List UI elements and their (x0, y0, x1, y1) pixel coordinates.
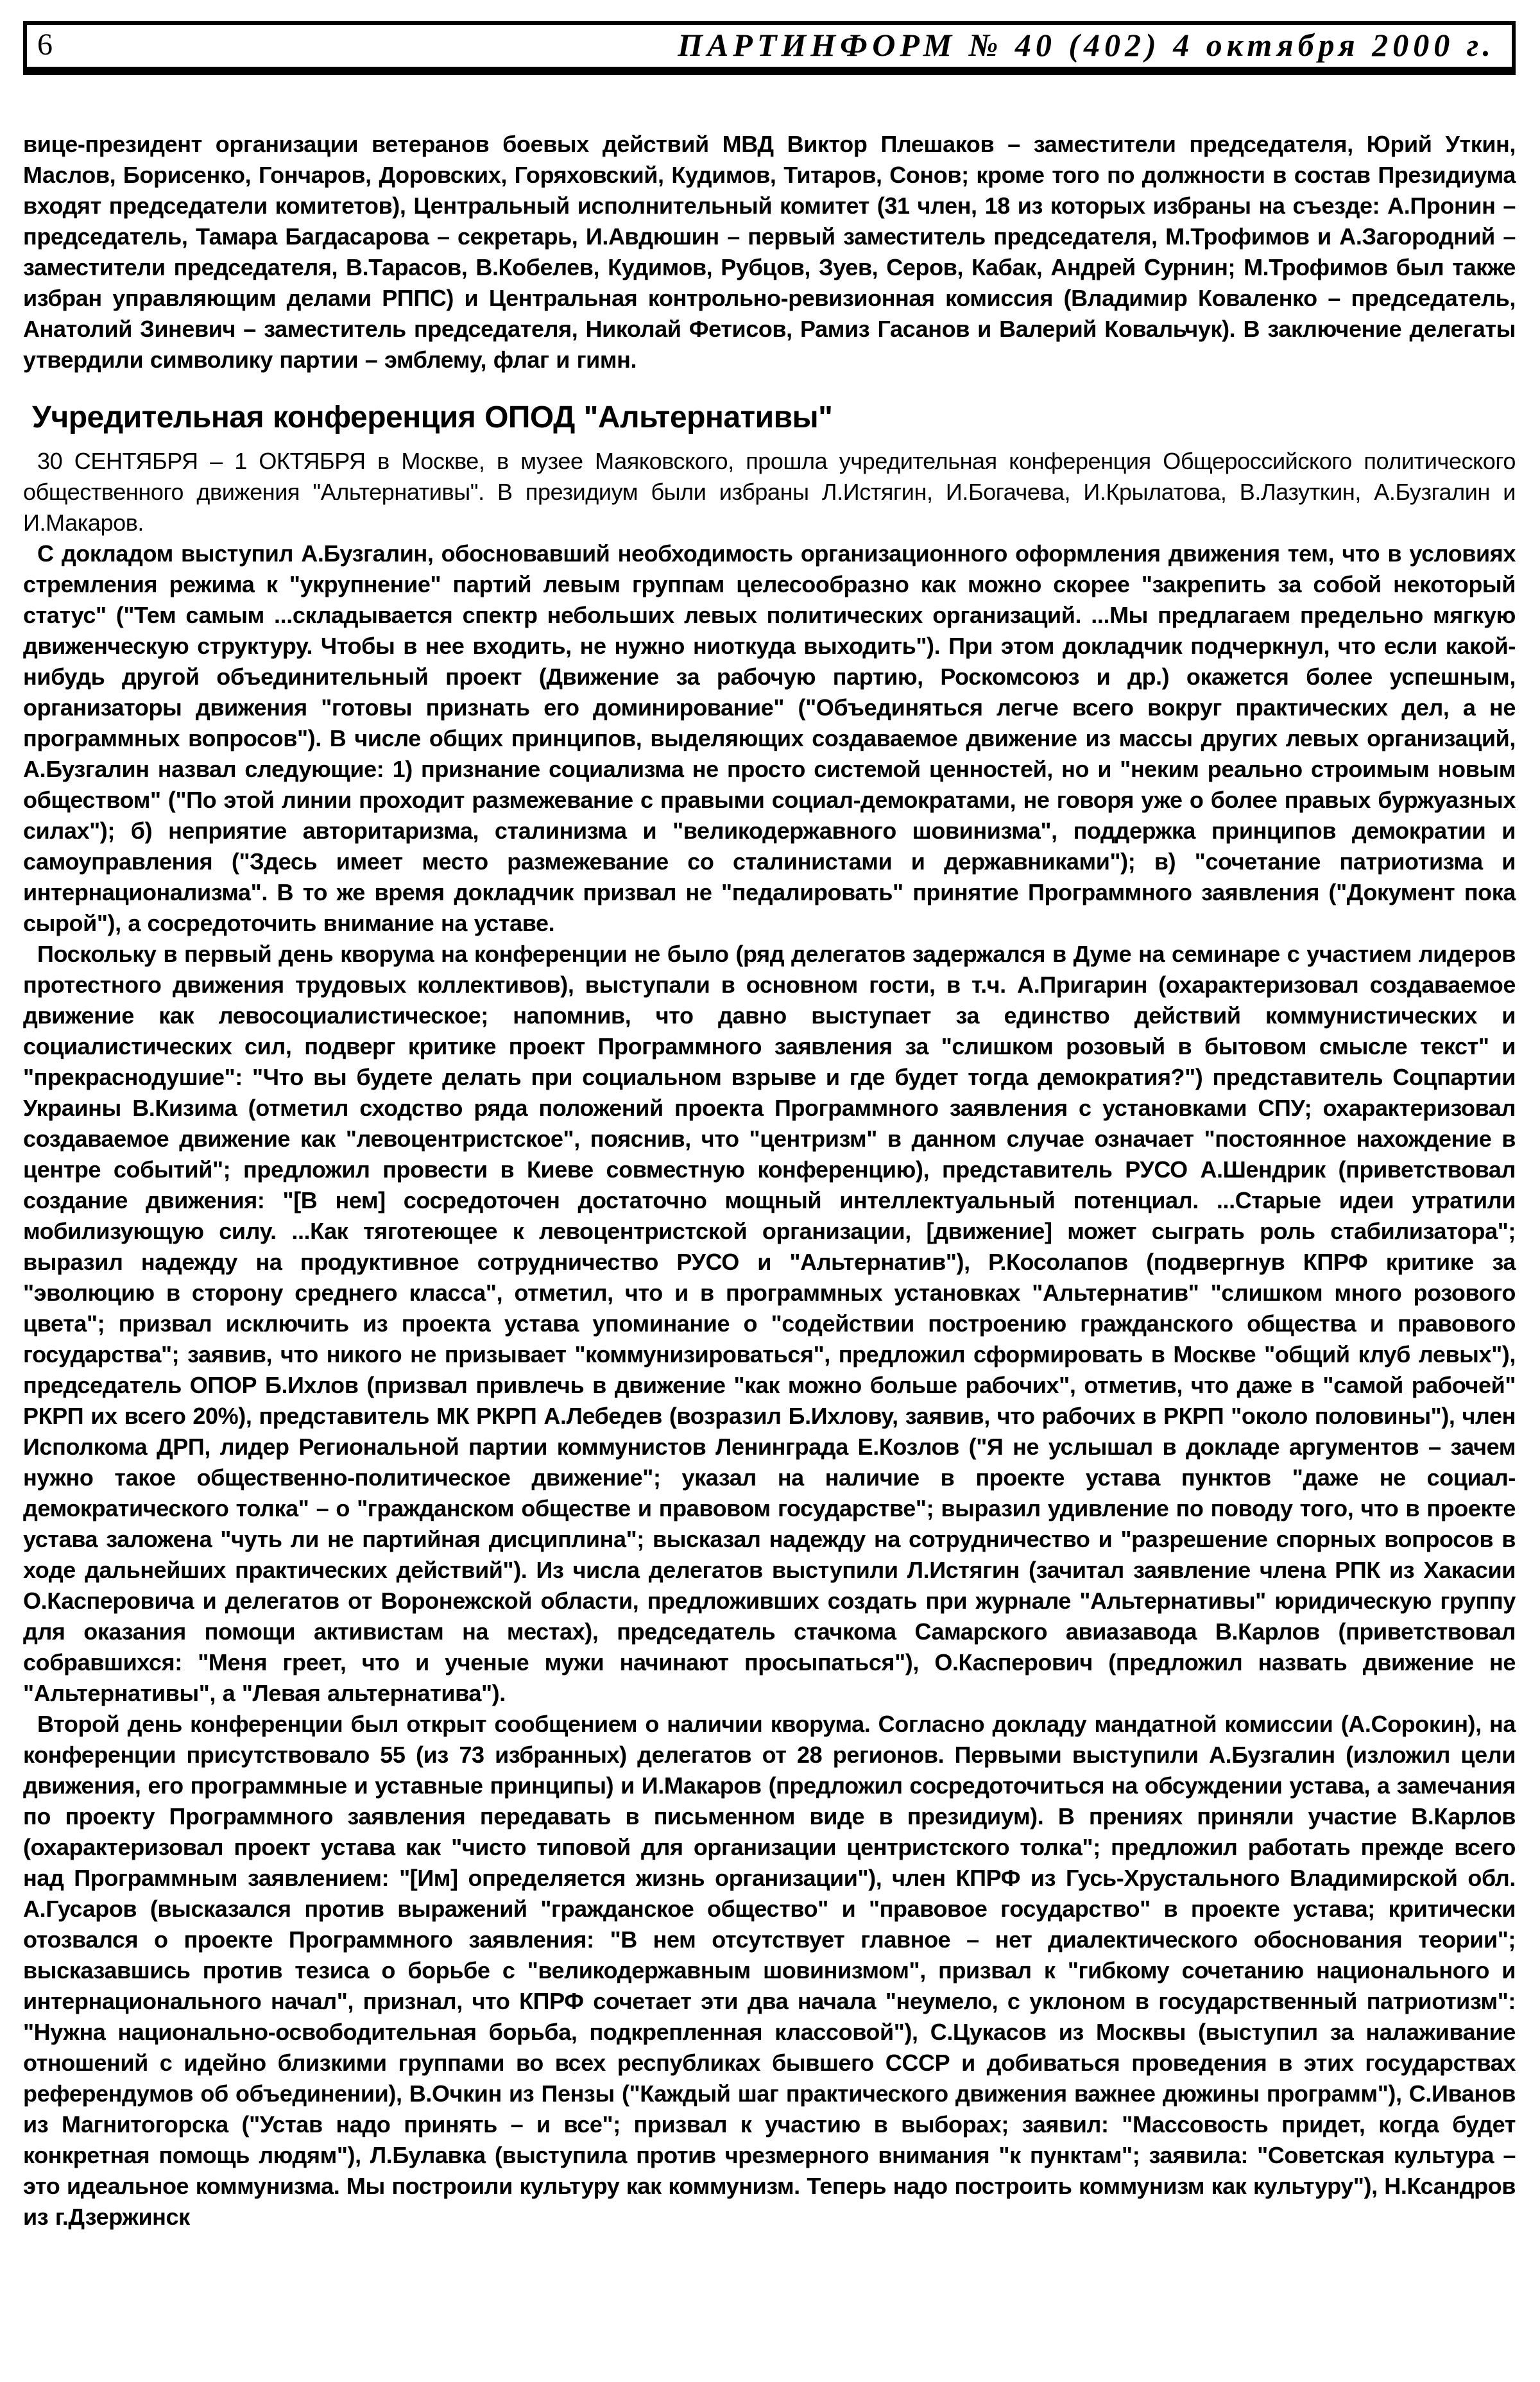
article-heading: Учредительная конференция ОПОД "Альтернативы" (32, 400, 833, 434)
intro-paragraph: 30 СЕНТЯБРЯ – 1 ОКТЯБРЯ в Москве, в музее Маяковского, прошла учредительная конференция Общероссийского политического общественного движения "Альтернативы". В президиум были избраны Л.Истягин, И.Богачева, И.Крылатова, В.Лазуткин, А.Бузгалин и И.Макаров. (23, 448, 1516, 536)
body-paragraph: Поскольку в первый день кворума на конференции не было (ряд делегатов задержался в Думе на семинаре с участием лидеров протестного движения трудовых коллективов), выступали в основном гости, в т.ч. А.Пригарин (охарактеризовал создаваемое движение как левосоциалистическое; напомнив, что давно выступает за единство действий коммунистических и социалистических сил, подверг критике проект Программного заявления за "слишком розовый в бытовом смысле текст" и "прекраснодушие": "Что вы будете делать при социальном взрыве и где будет тогда демократия?") представитель Соцпартии Украины В.Кизима (отметил сходство ряда положений проекта Программного заявления с установками СПУ; охарактеризовал создаваемое движение как "левоцентристское", пояснив, что "центризм" в данном случае означает "постоянное нахождение в центре событий"; предложил провести в Киеве совместную конференцию), представитель РУСО А.Шендрик (приветствовал создание движения: "[В нем] сосредоточен достаточно мощный интеллектуальный потенциал. ...Старые идеи утратили мобилизующую силу. ...Как тяготеющее к левоцентристской организации, [движение] может сыграть роль стабилизатора"; выразил надежду на продуктивное сотрудничество РУСО и "Альтернатив"), Р.Косолапов (подвергнув КПРФ критике за "эволюцию в сторону среднего класса", отметил, что и в программных установках "Альтернатив" "слишком много розового цвета"; призвал исключить из проекта устава упоминание о "содействии построению гражданского общества и правового государства"; заявив, что никого не призывает "коммунизироваться", предложил сформировать в Москве "общий клуб левых"), председатель ОПОР Б.Ихлов (призвал привлечь в движение "как можно больше рабочих", отметив, что даже в "самой рабочей" РКРП их всего 20%), представитель МК РКРП А.Лебедев (возразил Б.Ихлову, заявив, что рабочих в РКРП "около половины"), член Исполкома ДРП, лидер Региональной партии коммунистов Ленинграда Е.Козлов ("Я не услышал в докладе аргументов – зачем нужно такое общественно-политическое движение"; указал на наличие в проекте устава пунктов "даже не социал-демократического толка" – о "гражданском обществе и правовом государстве"; выразил удивление по поводу того, что в проекте устава заложена "чуть ли не партийная дисциплина"; высказал надежду на сотрудничество и "разрешение спорных вопросов в ходе дальнейших практических действий"). Из числа делегатов выступили Л.Истягин (зачитал заявление члена РПК из Хакасии О.Касперовича и делегатов от Воронежской области, предложивших создать при журнале "Альтернативы" юридическую группу для оказания помощи активистам на местах), председатель стачкома Самарского авиазавода В.Карлов (приветствовал собравшихся: "Меня греет, что и ученые мужи начинают просыпаться"), О.Касперович (предложил назвать движение не "Альтернативы", а "Левая альтернатива"). (23, 941, 1516, 1706)
article-body (23, 129, 1516, 2232)
body-paragraph: Второй день конференции был открыт сообщением о наличии кворума. Согласно докладу мандатной комиссии (А.Сорокин), на конференции присутствовало 55 (из 73 избранных) делегатов от 28 регионов. Первыми выступили А.Бузгалин (изложил цели движения, его программные и уставные принципы) и И.Макаров (предложил сосредоточиться на обсуждении устава, а замечания по проекту Программного заявления передавать в письменном виде в президиум). В прениях приняли участие В.Карлов (охарактеризовал проект устава как "чисто типовой для организации центристского толка"; предложил работать прежде всего над Программным заявлением: "[Им] определяется жизнь организации"), член КПРФ из Гусь-Хрустального Владимирской обл. А.Гусаров (высказался против выражений "гражданское общество" и "правовое государство" в проекте устава; критически отозвался о проекте Программного заявления: "В нем отсутствует главное – нет диалектического обоснования теории"; высказавшись против тезиса о борьбе с "великодержавным шовинизмом", призвал к "гибкому сочетанию национального и интернационального начал", признал, что КПРФ сочетает эти два начала "неумело, с уклоном в государственный патриотизм": "Нужна национально-освободительная борьба, подкрепленная классовой"), С.Цукасов из Москвы (выступил за налаживание отношений с идейно близкими группами во всех республиках бывшего СССР и добиваться проведения в этих государствах референдумов об объединении), В.Очкин из Пензы ("Каждый шаг практического движения важнее дюжины программ"), С.Иванов из Магнитогорска ("Устав надо принять – и все"; призвал к участию в выборах; заявил: "Массовость придет, когда будет конкретная помощь людям"), Л.Булавка (выступила против чрезмерного внимания "к пунктам"; заявила: "Советская культура – это идеальное коммунизма. Мы построили культуру как коммунизм. Теперь надо построить коммунизм как культуру"), Н.Ксандров из г.Дзержинск (23, 1711, 1516, 2230)
masthead-title: ПАРТИНФОРМ № 40 (402) 4 октября 2000 г. (678, 26, 1495, 63)
page-number: 6 (37, 27, 53, 62)
body-paragraph: С докладом выступил А.Бузгалин, обосновавший необходимость организационного оформления движения тем, что в условиях стремления режима к "укрупнение" партий левым группам целесообразно как можно скорее "закрепить за собой некоторый статус" ("Тем самым ...складывается спектр небольших левых политических организаций. ...Мы предлагаем предельно мягкую движенческую структуру. Чтобы в нее входить, не нужно ниоткуда выходить"). При этом докладчик подчеркнул, что если какой-нибудь другой объединительный проект (Движение за рабочую партию, Роскомсоюз и др.) окажется более успешным, организаторы движения "готовы признать его доминирование" ("Объединяться легче всего вокруг практических дел, а не программных вопросов"). В числе общих принципов, выделяющих создаваемое движение из массы других левых организаций, А.Бузгалин назвал следующие: 1) признание социализма не просто системой ценностей, но и "неким реально строимым новым обществом" ("По этой линии проходит размежевание с правыми социал-демократами, не говоря уже о более правых буржуазных силах"); б) неприятие авторитаризма, сталинизма и "великодержавного шовинизма", поддержка принципов демократии и самоуправления ("Здесь имеет место размежевание со сталинистами и державниками"); в) "сочетание патриотизма и интернационализма". В то же время докладчик призвал не "педалировать" принятие Программного заявления ("Документ пока сырой"), а сосредоточить внимание на уставе. (23, 540, 1516, 936)
continuation-paragraph: вице-президент организации ветеранов боевых действий МВД Виктор Плешаков – заместители председателя, Юрий Уткин, Маслов, Борисенко, Гончаров, Доровских, Горяховский, Кудимов, Титаров, Сонов; кроме того по должности в состав Президиума входят председатели комитетов), Центральный исполнительный комитет (31 член, 18 из которых избраны на съезде: А.Пронин – председатель, Тамара Багдасарова – секретарь, И.Авдюшин – первый заместитель председателя, М.Трофимов и А.Загородний – заместители председателя, В.Тарасов, В.Кобелев, Кудимов, Рубцов, Зуев, Серов, Кабак, Андрей Сурнин; М.Трофимов был также избран управляющим делами РППС) и Центральная контрольно-ревизионная комиссия (Владимир Коваленко – председатель, Анатолий Зиневич – заместитель председателя, Николай Фетисов, Рамиз Гасанов и Валерий Ковальчук). В заключение делегаты утвердили символику партии – эмблему, флаг и гимн. (23, 131, 1516, 373)
page-header (23, 21, 1516, 75)
